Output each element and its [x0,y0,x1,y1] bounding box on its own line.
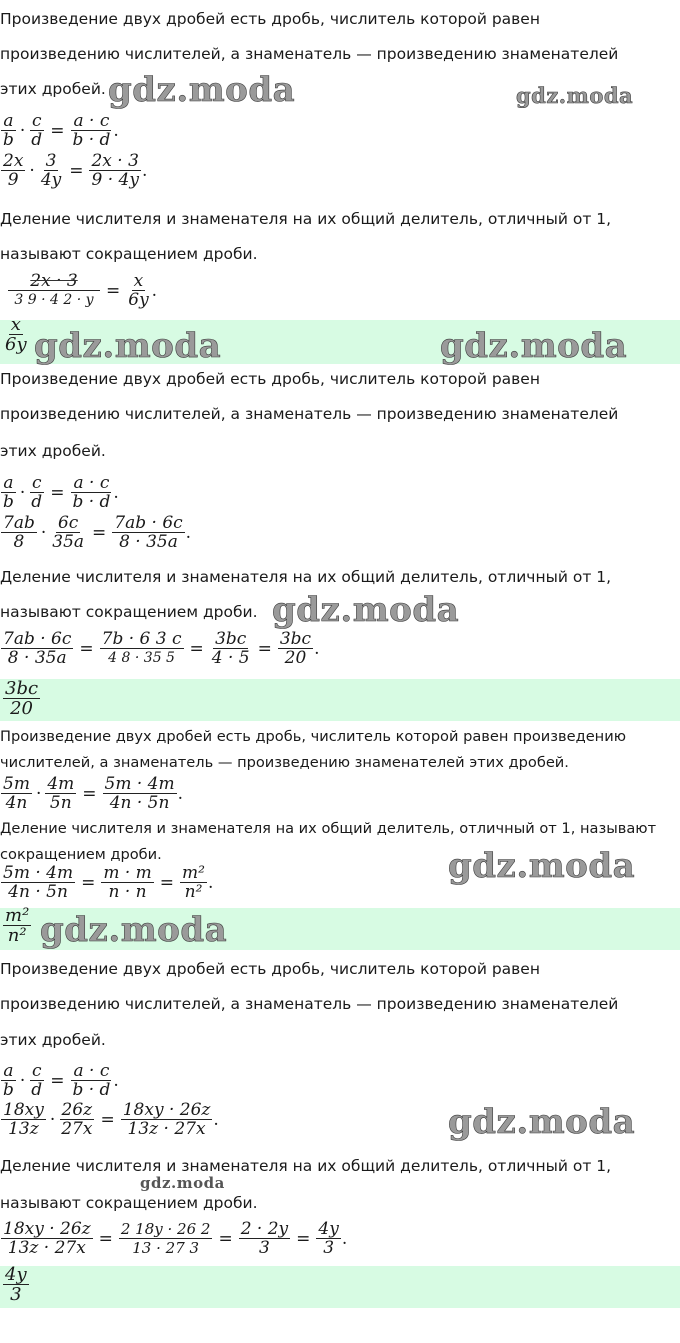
rule-product-line1: Произведение двух дробей есть дробь, числитель которой равен [0,10,540,28]
watermark: gdz.moda [34,326,222,366]
reduction-expression: $\frac{5m \cdot 4m}{4n \cdot 5n}$ = $\frac{m \cdot m}{n \cdot n}$ = $\frac{\text{m²}}{\text{n²}}$ . [3,863,214,902]
reduction-expression: $\frac{7ab \cdot 6c}{8 \cdot 35a}$ = $\frac{7b \cdot 6 3 c}{4 8 \cdot 35 5}$ = $\frac{3bc}{4 \cdot 5}$ = $\frac{3bc}{20}$ . [3,629,320,668]
rule-product-compact: Произведение двух дробей есть дробь, числитель которой равен произведению числителей, а знаменатель — произведению знаменателей этих дробей. [0,728,626,771]
watermark: gdz.moda [140,1174,225,1192]
rule-product-line3: этих дробей. [0,80,106,98]
generic-product-formula: $\frac{a}{b}$ · $\frac{c}{d}$ = $\frac{a \cdot c}{b \cdot d}$ . [3,1061,119,1100]
product-expression: $\frac{18xy}{13z}$ · $\frac{26z}{27x}$ = $\frac{18xy \cdot 26z}{13z \cdot 27x}$ . [3,1100,219,1139]
watermark: gdz.moda [272,590,460,630]
answer: $\frac{4y}{3}$ [5,1264,27,1305]
watermark: gdz.moda [516,83,634,108]
answer-band [0,679,680,721]
reduction-expression: $\frac{18xy \cdot 26z}{13z \cdot 27x}$ = $\frac{2 18y \cdot 26 2}{13 \cdot 27 3}$ = $\frac{2 \cdot 2y}{3}$ = $\frac{4y}{3}$ . [3,1219,348,1258]
generic-product-formula: $\frac{a}{b}$ · $\frac{c}{d}$ = $\frac{a \cdot c}{b \cdot d}$ . [3,473,119,512]
product-expression: $\frac{2x}{9}$ · $\frac{3}{4y}$ = $\frac{2x \cdot 3}{9 \cdot 4y}$ . [3,151,148,190]
watermark: gdz.moda [40,910,228,950]
rule-reduce-line2: называют сокращением дроби. [0,1194,258,1212]
watermark: gdz.moda [448,1102,636,1142]
rule-product-line2: произведению числителей, а знаменатель — произведению знаменателей [0,995,619,1013]
rule-reduce-line1: Деление числителя и знаменателя на их общий делитель, отличный от 1, [0,1157,612,1175]
rule-product-line1: Произведение двух дробей есть дробь, числитель которой равен [0,370,540,388]
watermark: gdz.moda [108,70,296,110]
rule-reduce-line2: называют сокращением дроби. [0,603,258,621]
rule-reduce-line1: Деление числителя и знаменателя на их общий делитель, отличный от 1, [0,210,612,228]
product-expression: $\frac{5m}{4n}$ · $\frac{4m}{5n}$ = $\frac{5m \cdot 4m}{4n \cdot 5n}$ . [3,774,184,813]
reduction-expression: $\frac{2x \cdot 3}{3 9 \cdot 4 2 \cdot y}$ = $\frac{x}{6y}$ . [0,272,157,310]
answer: $\frac{\text{m²}}{\text{n²}}$ [5,905,30,946]
answer-band [0,1266,680,1308]
rule-product-line3: этих дробей. [0,442,106,460]
answer: $\frac{3bc}{20}$ [5,678,39,719]
rule-reduce-line1: Деление числителя и знаменателя на их общий делитель, отличный от 1, [0,568,612,586]
rule-reduce-compact: Деление числителя и знаменателя на их общий делитель, отличный от 1, называют сокращением дроби. [0,820,657,863]
rule-product-line1: Произведение двух дробей есть дробь, числитель которой равен [0,960,540,978]
product-expression: $\frac{7ab}{8}$ · $\frac{6c}{35a}$ = $\frac{7ab \cdot 6c}{8 \cdot 35a}$ . [3,513,192,552]
generic-product-formula: $\frac{a}{b}$ · $\frac{c}{d}$ = $\frac{a \cdot c}{b \cdot d}$ . [3,111,119,150]
rule-product-line3: этих дробей. [0,1031,106,1049]
rule-product-line2: произведению числителей, а знаменатель — произведению знаменателей [0,45,619,63]
rule-product-line2: произведению числителей, а знаменатель — произведению знаменателей [0,405,619,423]
watermark: gdz.moda [440,326,628,366]
rule-reduce-line2: называют сокращением дроби. [0,245,258,263]
watermark: gdz.moda [448,846,636,886]
answer: $\frac{x}{6y}$ [5,314,27,355]
